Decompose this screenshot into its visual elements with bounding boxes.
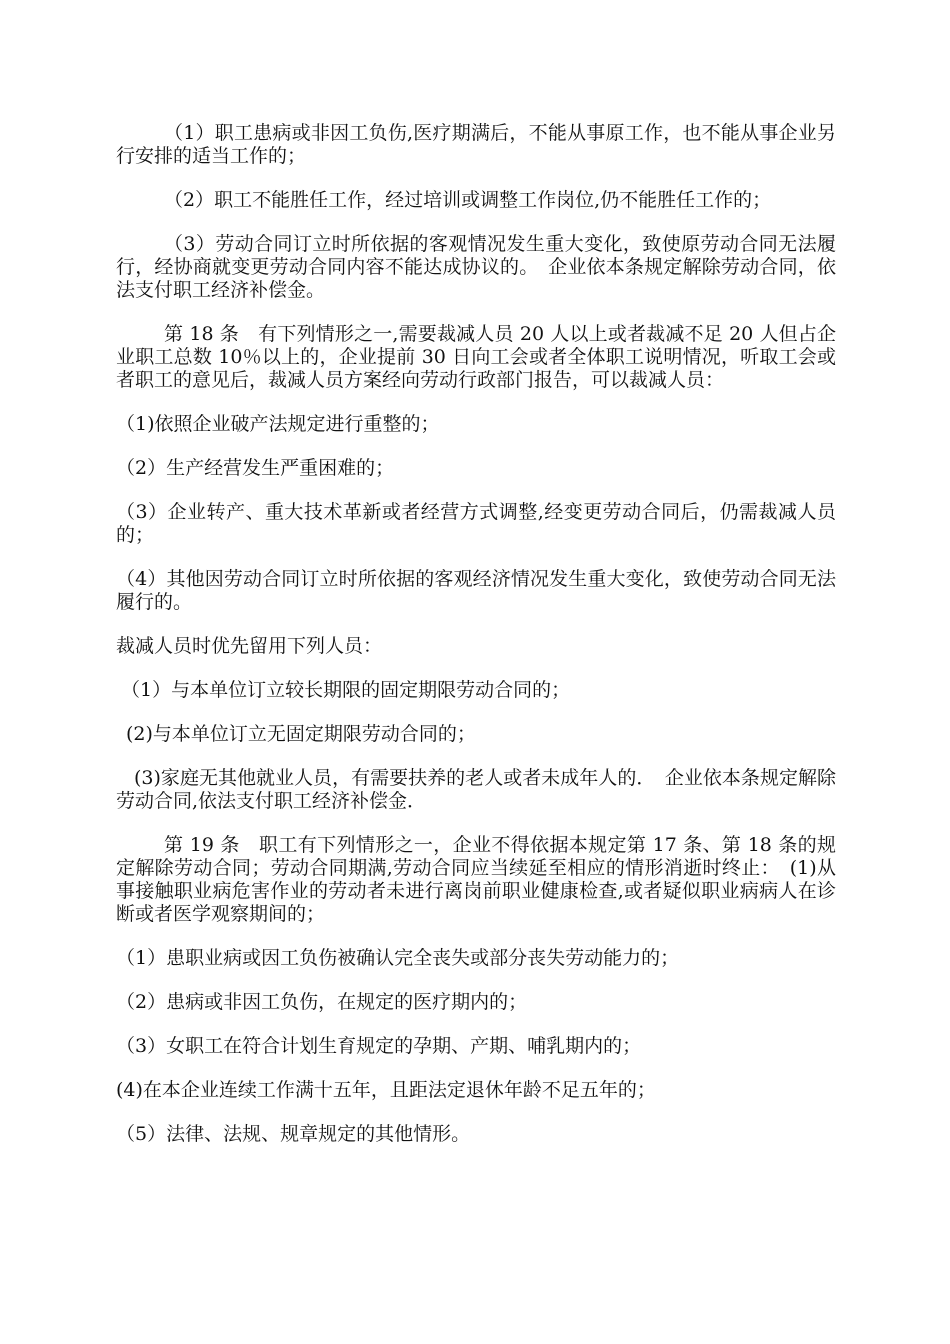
protection-item-5: （5）法律、法规、规章规定的其他情形。 (116, 1123, 471, 1145)
paragraph-item-2: （2）职工不能胜任工作，经过培训或调整工作岗位,仍不能胜任工作的； (164, 189, 772, 211)
protection-item-2: （2）患病或非因工负伤，在规定的医疗期内的； (116, 991, 528, 1013)
protection-item-3: （3）女职工在符合计划生育规定的孕期、产期、哺乳期内的； (116, 1035, 642, 1057)
list-item-1: （1)依照企业破产法规定进行重整的； (116, 413, 440, 435)
paragraph-item-1: （1）职工患病或非因工负伤,医疗期满后，不能从事原工作，也不能从事企业另行安排的适当工作的； (116, 122, 836, 167)
paragraph-item-3: （3）劳动合同订立时所依据的客观情况发生重大变化，致使原劳动合同无法履行，经协商就变更劳动合同内容不能达成协议的。 企业依本条规定解除劳动合同，依法支付职工经济补偿金。 (116, 233, 836, 301)
list-item-2: （2）生产经营发生严重困难的； (116, 457, 395, 479)
retention-item-2: (2)与本单位订立无固定期限劳动合同的； (126, 723, 476, 745)
retention-item-1: （1）与本单位订立较长期限的固定期限劳动合同的； (121, 679, 571, 701)
protection-item-4: (4)在本企业连续工作满十五年，且距法定退休年龄不足五年的； (116, 1079, 656, 1101)
article-19-paragraph: 第 19 条 职工有下列情形之一，企业不得依据本规定第 17 条、第 18 条的规定解除劳动合同；劳动合同期满,劳动合同应当续延至相应的情形消逝时终止： (1)从事接触职业病危害作业的劳动者未进行离岗前职业健康检查,或者疑似职业病病人在诊断或者医学观察期间的； (116, 834, 836, 925)
retention-heading: 裁减人员时优先留用下列人员： (116, 635, 383, 657)
list-item-4: （4）其他因劳动合同订立时所依据的客观经济情况发生重大变化，致使劳动合同无法履行的。 (116, 568, 836, 613)
list-item-3: （3）企业转产、重大技术革新或者经营方式调整,经变更劳动合同后，仍需裁减人员的； (116, 501, 836, 546)
retention-item-3: (3)家庭无其他就业人员，有需要扶养的老人或者未成年人的． 企业依本条规定解除劳动合同,依法支付职工经济补偿金． (116, 767, 836, 812)
protection-item-1: （1）患职业病或因工负伤被确认完全丧失或部分丧失劳动能力的； (116, 947, 680, 969)
document-body (116, 122, 836, 1167)
article-18-paragraph: 第 18 条 有下列情形之一,需要裁减人员 20 人以上或者裁减不足 20 人但占企业职工总数 10％以上的，企业提前 30 日向工会或者全体职工说明情况，听取工会或者职工的意见后，裁减人员方案经向劳动行政部门报告，可以裁减人员： (116, 323, 836, 391)
